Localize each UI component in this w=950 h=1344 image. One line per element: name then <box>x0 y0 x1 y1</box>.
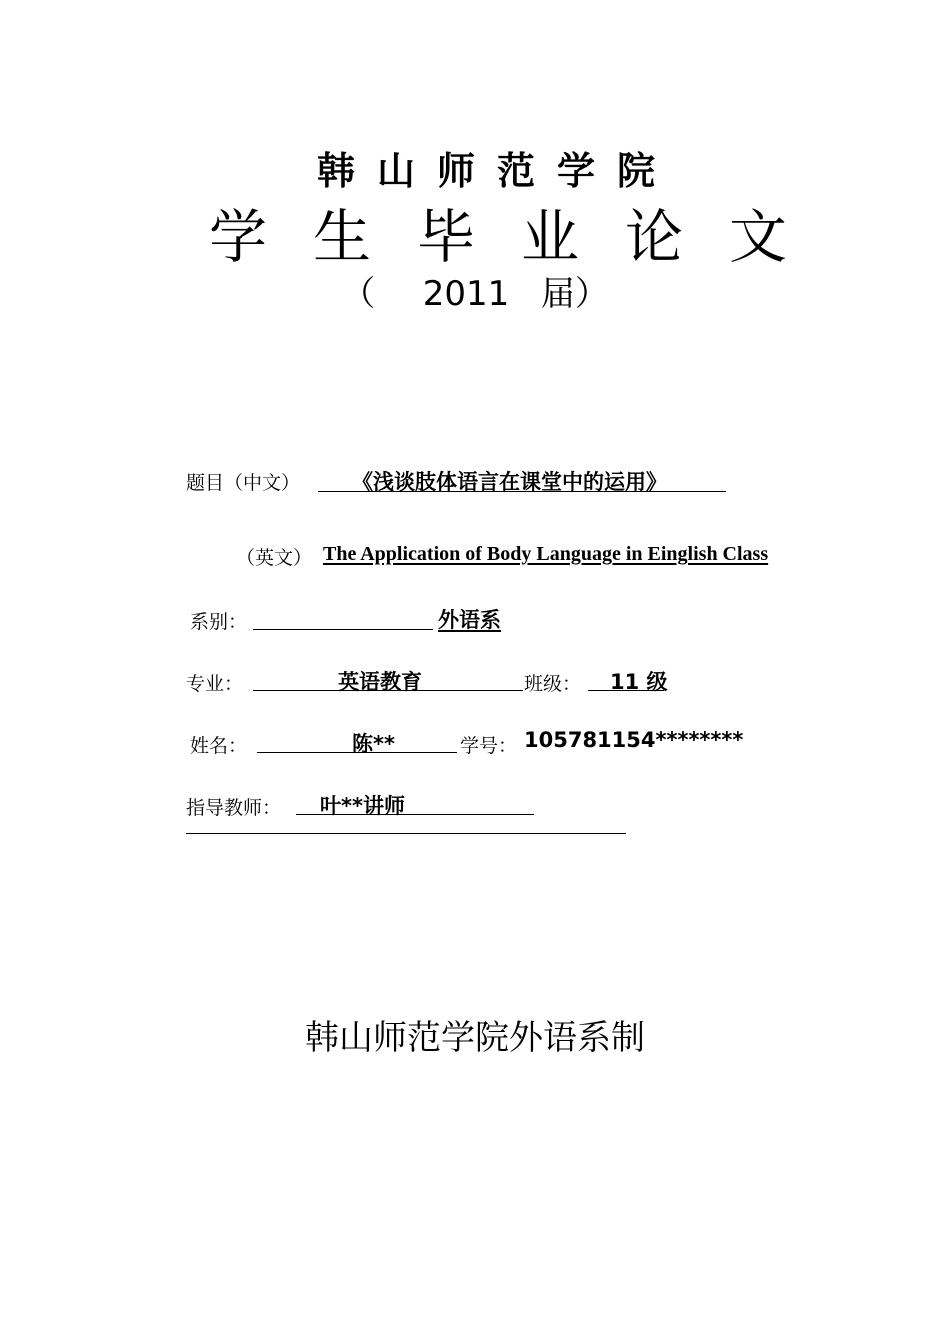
advisor-value: 叶**讲师 <box>320 794 405 818</box>
school-name: 韩山师范学院 <box>316 149 677 193</box>
year-open-paren: （ <box>341 274 376 314</box>
year-value: 2011 <box>422 274 510 314</box>
student-id-label: 学号： <box>460 735 518 757</box>
department-underline <box>253 629 433 630</box>
form-bottom-line <box>186 833 626 834</box>
class-value: 11 级 <box>610 670 668 694</box>
department-label: 系别： <box>190 611 248 633</box>
major-value: 英语教育 <box>338 670 422 694</box>
year-close-paren: 届） <box>540 274 609 314</box>
student-id-value: 105781154******** <box>524 728 744 752</box>
title-en-value: The Application of Body Language in Einglish Class <box>323 543 769 565</box>
major-label: 专业： <box>186 673 244 695</box>
department-value: 外语系 <box>438 608 501 632</box>
title-en-label: （英文） <box>236 547 313 569</box>
issuer-footer: 韩山师范学院外语系制 <box>305 1018 645 1058</box>
advisor-label: 指导教师： <box>186 797 282 819</box>
graduation-year <box>0 266 950 315</box>
name-label: 姓名： <box>190 735 248 757</box>
class-label: 班级： <box>524 673 582 695</box>
name-value: 陈** <box>352 732 395 756</box>
title-cn-value: 《浅谈肢体语言在课堂中的运用》 <box>352 470 667 494</box>
title-cn-label: 题目（中文） <box>186 472 301 494</box>
document-type-title: 学生毕业论文 <box>208 203 833 271</box>
